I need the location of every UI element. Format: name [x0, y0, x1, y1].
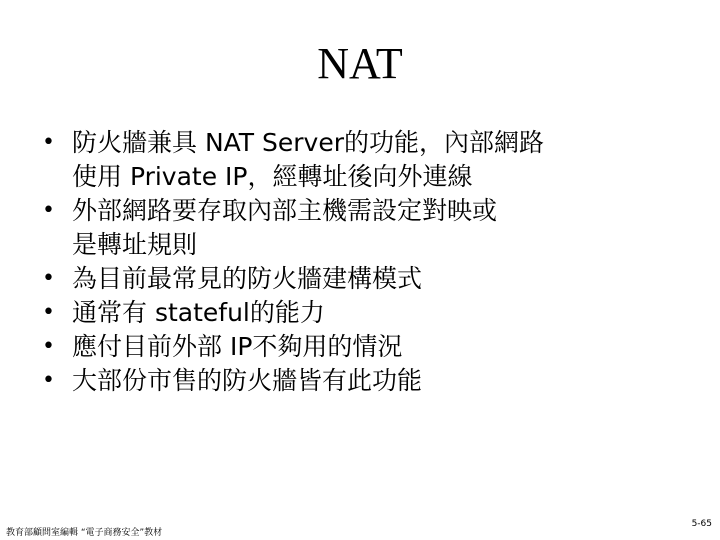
bullet-text-line: 通常有 stateful的能力: [72, 298, 325, 327]
bullet-dot-icon: •: [42, 130, 55, 155]
bullet-item: [42, 330, 682, 364]
page-number: 5-65: [691, 519, 712, 529]
bullet-text-line: 應付目前外部 IP不夠用的情況: [72, 332, 403, 361]
bullet-dot-icon: •: [42, 334, 55, 359]
bullet-item: [42, 364, 682, 398]
bullet-dot-icon: •: [42, 368, 55, 393]
bullet-dot-icon: •: [42, 266, 55, 291]
bullet-item: [42, 296, 682, 330]
bullet-dot-icon: •: [42, 198, 55, 223]
bullet-text-line: 大部份市售的防火牆皆有此功能: [72, 366, 423, 395]
bullet-text-line: 為目前最常見的防火牆建構模式: [72, 264, 423, 293]
bullet-text-line: 防火牆兼具 NAT Server的功能，內部網路: [72, 128, 545, 157]
bullet-dot-icon: •: [42, 300, 55, 325]
bullet-item: [42, 262, 682, 296]
bullet-list: [42, 126, 682, 398]
slide-title: NAT: [317, 39, 403, 88]
bullet-text-line: 是轉址規則: [72, 230, 198, 259]
bullet-item: [42, 194, 682, 262]
bullet-text-line: 使用 Private IP，經轉址後向外連線: [72, 162, 473, 191]
bullet-text-line: 外部網路要存取內部主機需設定對映或: [72, 196, 498, 225]
footer-source: 教育部顧問室編輯 “電子商務安全”教材: [6, 528, 163, 538]
bullet-item: [42, 126, 682, 194]
